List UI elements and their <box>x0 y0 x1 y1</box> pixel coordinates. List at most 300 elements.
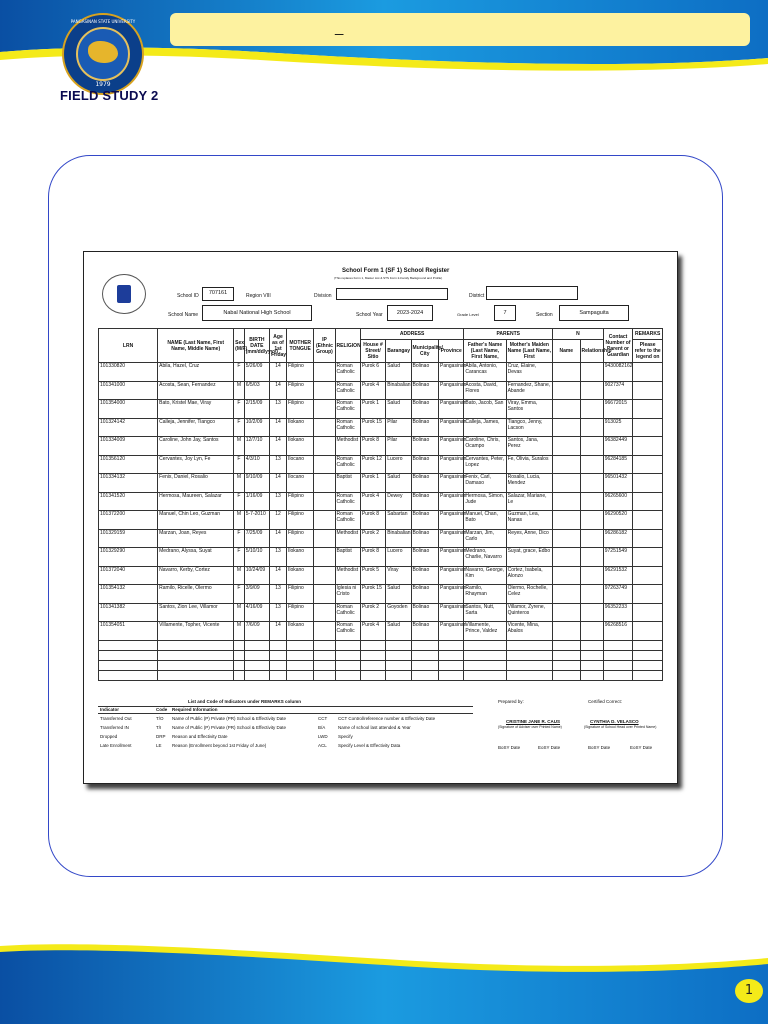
blank-cell <box>464 670 506 680</box>
table-cell <box>314 548 335 567</box>
form-title: School Form 1 (SF 1) School Register <box>342 268 450 274</box>
eosy-date-head: EoSY Date <box>630 745 653 750</box>
lion-icon <box>88 41 118 63</box>
legend-h-indicator: Indicator <box>100 707 120 712</box>
label-division: Division <box>314 293 332 299</box>
table-cell: Ramilo, Rhayman <box>464 585 506 604</box>
table-cell: Filipino <box>286 529 313 548</box>
table-cell: 14 <box>270 566 287 585</box>
table-cell <box>553 381 580 400</box>
table-cell: 5/10/10 <box>244 548 269 567</box>
blank-cell <box>270 660 287 670</box>
table-cell <box>580 492 603 511</box>
table-cell: Roman Catholic <box>335 603 360 622</box>
table-cell: Purok 8 <box>360 437 385 456</box>
table-cell: Cruz, Elaine, Devas <box>506 363 552 382</box>
blank-row <box>99 650 663 660</box>
table-cell: Roman Catholic <box>335 455 360 474</box>
table-cell: Pangasinan <box>439 455 464 474</box>
table-cell: Bolinao <box>411 418 438 437</box>
table-cell: Bolinao <box>411 474 438 493</box>
table-cell: Pilar <box>386 437 411 456</box>
table-cell <box>314 400 335 419</box>
legend-indicator: Transferred Out <box>100 716 132 721</box>
table-row <box>99 400 663 419</box>
blank-cell <box>360 670 385 680</box>
table-cell: Lucero <box>386 548 411 567</box>
table-cell: 101334009 <box>99 437 158 456</box>
table-cell: Pangasinan <box>439 381 464 400</box>
table-cell: Roman Catholic <box>335 363 360 382</box>
table-cell: 13 <box>270 400 287 419</box>
table-cell <box>553 474 580 493</box>
table-cell: Bato, Jacob, San <box>464 400 506 419</box>
table-cell: Pangasinan <box>439 474 464 493</box>
table-cell <box>633 437 663 456</box>
blank-cell <box>506 670 552 680</box>
blank-cell <box>603 660 633 670</box>
table-cell: Pangasinan <box>439 622 464 641</box>
table-cell: Abila, Antonio, Carancas <box>464 363 506 382</box>
table-cell: Pangasinan <box>439 529 464 548</box>
table-cell: M <box>234 437 245 456</box>
table-cell <box>580 622 603 641</box>
table-cell: Sabartan <box>386 511 411 530</box>
table-cell: 13 <box>270 548 287 567</box>
table-cell <box>633 622 663 641</box>
table-cell: 2/15/09 <box>244 400 269 419</box>
table-cell: F <box>234 529 245 548</box>
table-cell: Salud <box>386 585 411 604</box>
table-cell: 96284185 <box>603 455 633 474</box>
table-cell: Purok 4 <box>360 492 385 511</box>
legend-code: DRP <box>156 734 166 739</box>
table-cell <box>314 511 335 530</box>
col-name: NAME (Last Name, First Name, Middle Name) <box>158 329 234 363</box>
table-row <box>99 585 663 604</box>
blank-cell <box>386 670 411 680</box>
blank-cell <box>99 660 158 670</box>
table-cell: 7/6/09 <box>244 622 269 641</box>
table-cell: Salud <box>386 363 411 382</box>
blank-cell <box>506 650 552 660</box>
label-grade-level: Grade Level <box>457 312 479 317</box>
table-cell <box>553 437 580 456</box>
table-cell: Manuel, Chin Leo, Guzman <box>158 511 234 530</box>
blank-cell <box>360 650 385 660</box>
legend-h-required: Required Information <box>172 707 218 712</box>
col-parents: PARENTS <box>464 329 553 340</box>
school-id-value: 707161 <box>202 287 234 301</box>
table-cell <box>580 455 603 474</box>
table-cell: Binabalian <box>386 381 411 400</box>
legend-code2: B/A <box>318 725 326 730</box>
table-cell: 13 <box>270 585 287 604</box>
eosy-date-adviser: EoSY Date <box>538 745 561 750</box>
table-cell <box>580 566 603 585</box>
table-cell: 101324142 <box>99 418 158 437</box>
label-school-year: School Year <box>356 312 383 318</box>
form-subtitle: (This replaces Form 1, Master List & STS Form 2-Family Background and Profile) <box>334 276 443 280</box>
col-sex: Sex (M/F) <box>234 329 245 363</box>
table-cell: 97251549 <box>603 548 633 567</box>
table-cell: 14 <box>270 529 287 548</box>
grade-level-value: 7 <box>494 305 516 321</box>
table-cell: 101354051 <box>99 622 158 641</box>
table-cell: Fe, Olivia, Suralos <box>506 455 552 474</box>
blank-cell <box>439 660 464 670</box>
table-cell: Ilocano <box>286 455 313 474</box>
table-cell <box>633 363 663 382</box>
table-cell: Bolinao <box>411 529 438 548</box>
legend-indicator: Dropped <box>100 734 118 739</box>
district-value <box>486 286 578 300</box>
table-cell <box>580 363 603 382</box>
table-cell: Filipino <box>286 363 313 382</box>
legend-required: Reason and Effectivity Date <box>172 734 228 739</box>
table-cell: Roman Catholic <box>335 400 360 419</box>
table-cell: 96672015 <box>603 400 633 419</box>
table-cell <box>580 418 603 437</box>
table-cell: Calleja, James, <box>464 418 506 437</box>
table-row <box>99 529 663 548</box>
table-cell: Manuel, Chan, Bato <box>464 511 506 530</box>
legend-title: List and Code of Indicators under REMARKS column <box>188 699 302 704</box>
legend-required: Name of Public (P) Private (PR) School & Effectivity Date <box>172 716 286 721</box>
blank-cell <box>553 670 580 680</box>
blank-cell <box>335 660 360 670</box>
table-cell <box>633 400 663 419</box>
col-remarks-note: Please refer to the legend on <box>633 340 663 363</box>
table-cell: Baptist <box>335 548 360 567</box>
table-cell: Bolinao <box>411 381 438 400</box>
blank-cell <box>158 660 234 670</box>
table-cell: Caroline, Chris, Ocampo <box>464 437 506 456</box>
table-cell: 9027374 <box>603 381 633 400</box>
table-cell: Purok 1 <box>360 400 385 419</box>
blank-cell <box>270 670 287 680</box>
table-row <box>99 603 663 622</box>
table-cell: 101341382 <box>99 603 158 622</box>
col-province: Province <box>439 340 464 363</box>
legend-required2: Specify Level & Effectivity Data <box>338 743 401 748</box>
table-cell: Pangasinan <box>439 400 464 419</box>
table-cell: Purok 5 <box>360 566 385 585</box>
table-cell: Purok 12 <box>360 455 385 474</box>
table-cell <box>314 492 335 511</box>
table-row <box>99 418 663 437</box>
register-body <box>99 363 663 681</box>
blank-row <box>99 640 663 650</box>
table-row <box>99 566 663 585</box>
table-cell: 4/16/09 <box>244 603 269 622</box>
table-row <box>99 455 663 474</box>
col-lrn: LRN <box>99 329 158 363</box>
table-cell: Roman Catholic <box>335 381 360 400</box>
blank-cell <box>506 660 552 670</box>
table-cell: 3/9/09 <box>244 585 269 604</box>
table-cell: Salud <box>386 622 411 641</box>
table-cell: Filipino <box>286 400 313 419</box>
deped-seal-icon <box>117 285 131 303</box>
table-cell: 13 <box>270 455 287 474</box>
blank-cell <box>439 640 464 650</box>
logo-seal <box>76 27 130 81</box>
blank-cell <box>633 650 663 660</box>
legend-required2: Name of school last attended & Year <box>338 725 411 730</box>
table-cell <box>580 511 603 530</box>
table-cell: Bolinao <box>411 492 438 511</box>
table-cell: F <box>234 418 245 437</box>
table-cell <box>633 474 663 493</box>
table-cell: Pangasinan <box>439 437 464 456</box>
blank-cell <box>580 660 603 670</box>
col-mother-tongue: MOTHER TONGUE <box>286 329 313 363</box>
table-cell: 5/26/09 <box>244 363 269 382</box>
label-region: Region VIII <box>246 293 271 299</box>
table-cell: Bolinao <box>411 622 438 641</box>
blank-cell <box>411 670 438 680</box>
table-cell: Bolinao <box>411 400 438 419</box>
prepared-by: Prepared by: <box>498 699 524 704</box>
blank-row <box>99 660 663 670</box>
table-cell: Santos, Zion Lee, Villamor <box>158 603 234 622</box>
label-school-id: School ID <box>177 293 199 299</box>
table-cell: Filipino <box>286 511 313 530</box>
label-district: District <box>469 293 485 299</box>
legend-block <box>98 699 663 779</box>
legend-code: LE <box>156 743 162 748</box>
blank-cell <box>464 660 506 670</box>
table-row <box>99 548 663 567</box>
table-row <box>99 381 663 400</box>
table-cell: Santos, Jana, Perez <box>506 437 552 456</box>
table-cell: 101372200 <box>99 511 158 530</box>
table-cell: Binabalian <box>386 529 411 548</box>
table-cell: Filipino <box>286 381 313 400</box>
legend-indicator: Transferred IN <box>100 725 129 730</box>
table-cell: Marzan, Jim, Carlo <box>464 529 506 548</box>
blank-cell <box>335 650 360 660</box>
table-cell <box>633 511 663 530</box>
blank-cell <box>99 650 158 660</box>
table-cell: 13 <box>270 603 287 622</box>
blank-cell <box>158 640 234 650</box>
school-register-document <box>83 251 678 784</box>
blank-cell <box>158 650 234 660</box>
table-cell: Bolinao <box>411 455 438 474</box>
table-cell: Villamor, Zyrene, Quinteros <box>506 603 552 622</box>
table-cell: Cortez, Isabela, Alonzo <box>506 566 552 585</box>
table-cell <box>553 585 580 604</box>
blank-cell <box>553 640 580 650</box>
blank-cell <box>439 670 464 680</box>
blank-cell <box>286 650 313 660</box>
table-cell: Viray <box>386 566 411 585</box>
school-name-value: Nabal National High School <box>202 305 312 321</box>
table-cell: Filipino <box>286 585 313 604</box>
blank-cell <box>99 670 158 680</box>
blank-cell <box>335 670 360 680</box>
table-cell: Purok 8 <box>360 548 385 567</box>
table-cell: F <box>234 492 245 511</box>
blank-cell <box>314 650 335 660</box>
table-cell: Santos, Nutt, Sarta <box>464 603 506 622</box>
table-row <box>99 363 663 382</box>
table-cell: Purok 1 <box>360 474 385 493</box>
table-row <box>99 474 663 493</box>
table-cell: 96382449 <box>603 437 633 456</box>
table-cell: 7/25/09 <box>244 529 269 548</box>
table-cell: Purok 4 <box>360 381 385 400</box>
blank-cell <box>439 650 464 660</box>
table-cell: 14 <box>270 437 287 456</box>
table-cell: M <box>234 381 245 400</box>
table-cell <box>314 566 335 585</box>
col-religion: RELIGION <box>335 329 360 363</box>
bosy-date-head: BoSY Date <box>588 745 611 750</box>
table-cell: Goyoden <box>386 603 411 622</box>
table-cell: Calleja, Jennifer, Tiangco <box>158 418 234 437</box>
table-cell: Acosta, Sean, Fernandez <box>158 381 234 400</box>
table-cell: F <box>234 400 245 419</box>
legend-h-code: Code <box>156 707 168 712</box>
table-cell: Bolinao <box>411 437 438 456</box>
table-cell: 96291532 <box>603 566 633 585</box>
table-cell: 101330820 <box>99 363 158 382</box>
legend-code: T/O <box>156 716 164 721</box>
blank-cell <box>580 670 603 680</box>
table-cell: Ilokano <box>286 437 313 456</box>
blank-cell <box>234 640 245 650</box>
legend-code: T/I <box>156 725 162 730</box>
legend-required2: Specify <box>338 734 353 739</box>
table-row <box>99 511 663 530</box>
table-cell: Ilokano <box>286 418 313 437</box>
blank-cell <box>99 640 158 650</box>
table-cell: Villamente, Topher, Vicente <box>158 622 234 641</box>
legend-indicator: Late Enrollment <box>100 743 132 748</box>
col-house: House # Street/ Sitio <box>360 340 385 363</box>
table-cell <box>633 548 663 567</box>
table-cell <box>314 603 335 622</box>
blank-cell <box>411 660 438 670</box>
blank-cell <box>244 640 269 650</box>
logo-ring-text: PANGASINAN STATE UNIVERSITY <box>70 19 136 24</box>
table-cell: Pangasinan <box>439 603 464 622</box>
bosy-date-adviser: BoSY Date <box>498 745 521 750</box>
blank-cell <box>386 650 411 660</box>
table-cell <box>633 492 663 511</box>
table-cell: Baptist <box>335 474 360 493</box>
table-cell: Bato, Kristel Mae, Viray <box>158 400 234 419</box>
table-cell: 14 <box>270 381 287 400</box>
head-name: CYNTHIA D. VELASCO <box>590 719 639 724</box>
table-cell: Roman Catholic <box>335 418 360 437</box>
legend-code2: CCT <box>318 716 328 721</box>
blank-cell <box>464 650 506 660</box>
table-cell: Bolinao <box>411 585 438 604</box>
division-value <box>336 288 448 300</box>
table-cell: Pilar <box>386 418 411 437</box>
col-barangay: Barangay <box>386 340 411 363</box>
table-cell: Salazar, Mariane, Le <box>506 492 552 511</box>
table-cell: 5-7-2010 <box>244 511 269 530</box>
table-cell: 4/3/10 <box>244 455 269 474</box>
table-cell: Roman Catholic <box>335 622 360 641</box>
table-cell <box>633 585 663 604</box>
table-cell: 13 <box>270 492 287 511</box>
blank-cell <box>633 670 663 680</box>
table-cell: Pangasinan <box>439 363 464 382</box>
table-cell: 10/24/09 <box>244 566 269 585</box>
blank-cell <box>633 660 663 670</box>
page-number: 1 <box>735 979 763 1003</box>
blank-cell <box>633 640 663 650</box>
table-cell <box>580 381 603 400</box>
table-cell <box>314 474 335 493</box>
blank-cell <box>286 640 313 650</box>
table-cell: Purok 15 <box>360 585 385 604</box>
table-cell: 9/10/09 <box>244 474 269 493</box>
table-cell: 96265600 <box>603 492 633 511</box>
table-cell: Methodist <box>335 437 360 456</box>
blank-cell <box>244 650 269 660</box>
table-cell: Pangasinan <box>439 511 464 530</box>
table-row <box>99 437 663 456</box>
table-cell: Cervantes, Joy Lyn, Fe <box>158 455 234 474</box>
certified-correct: Certified Correct: <box>588 699 623 704</box>
table-cell: Roman Catholic <box>335 492 360 511</box>
table-cell: M <box>234 474 245 493</box>
blank-cell <box>314 670 335 680</box>
blank-cell <box>360 660 385 670</box>
table-cell: Hermosa, Maureen, Salazar <box>158 492 234 511</box>
col-municipality: Municipality/ City <box>411 340 438 363</box>
school-year-value: 2023-2024 <box>387 305 433 321</box>
table-cell: 96352233 <box>603 603 633 622</box>
legend-code2: ACL <box>318 743 327 748</box>
table-cell: Pangasinan <box>439 492 464 511</box>
table-cell: M <box>234 511 245 530</box>
title-mark: _ <box>335 19 344 36</box>
table-cell: Cervantes, Peter, Lopez <box>464 455 506 474</box>
blank-row <box>99 670 663 680</box>
table-cell <box>553 455 580 474</box>
register-table <box>98 328 663 681</box>
table-cell <box>633 529 663 548</box>
blank-cell <box>286 660 313 670</box>
table-cell: 96286182 <box>603 529 633 548</box>
table-cell <box>580 474 603 493</box>
table-cell: 9430082162 <box>603 363 633 382</box>
table-cell: Reyes, Anne, Dico <box>506 529 552 548</box>
table-cell <box>314 585 335 604</box>
table-cell: Bolinao <box>411 363 438 382</box>
table-cell: 12 <box>270 511 287 530</box>
blank-cell <box>286 670 313 680</box>
blank-cell <box>580 650 603 660</box>
table-row <box>99 492 663 511</box>
table-cell: Ilokano <box>286 548 313 567</box>
table-cell <box>553 529 580 548</box>
col-address: ADDRESS <box>360 329 464 340</box>
blank-cell <box>411 650 438 660</box>
table-cell: Olermo, Rochelle, Celez <box>506 585 552 604</box>
table-cell: Suyat, grace, Edbo <box>506 548 552 567</box>
table-cell <box>553 363 580 382</box>
footer-wave <box>0 940 768 1024</box>
